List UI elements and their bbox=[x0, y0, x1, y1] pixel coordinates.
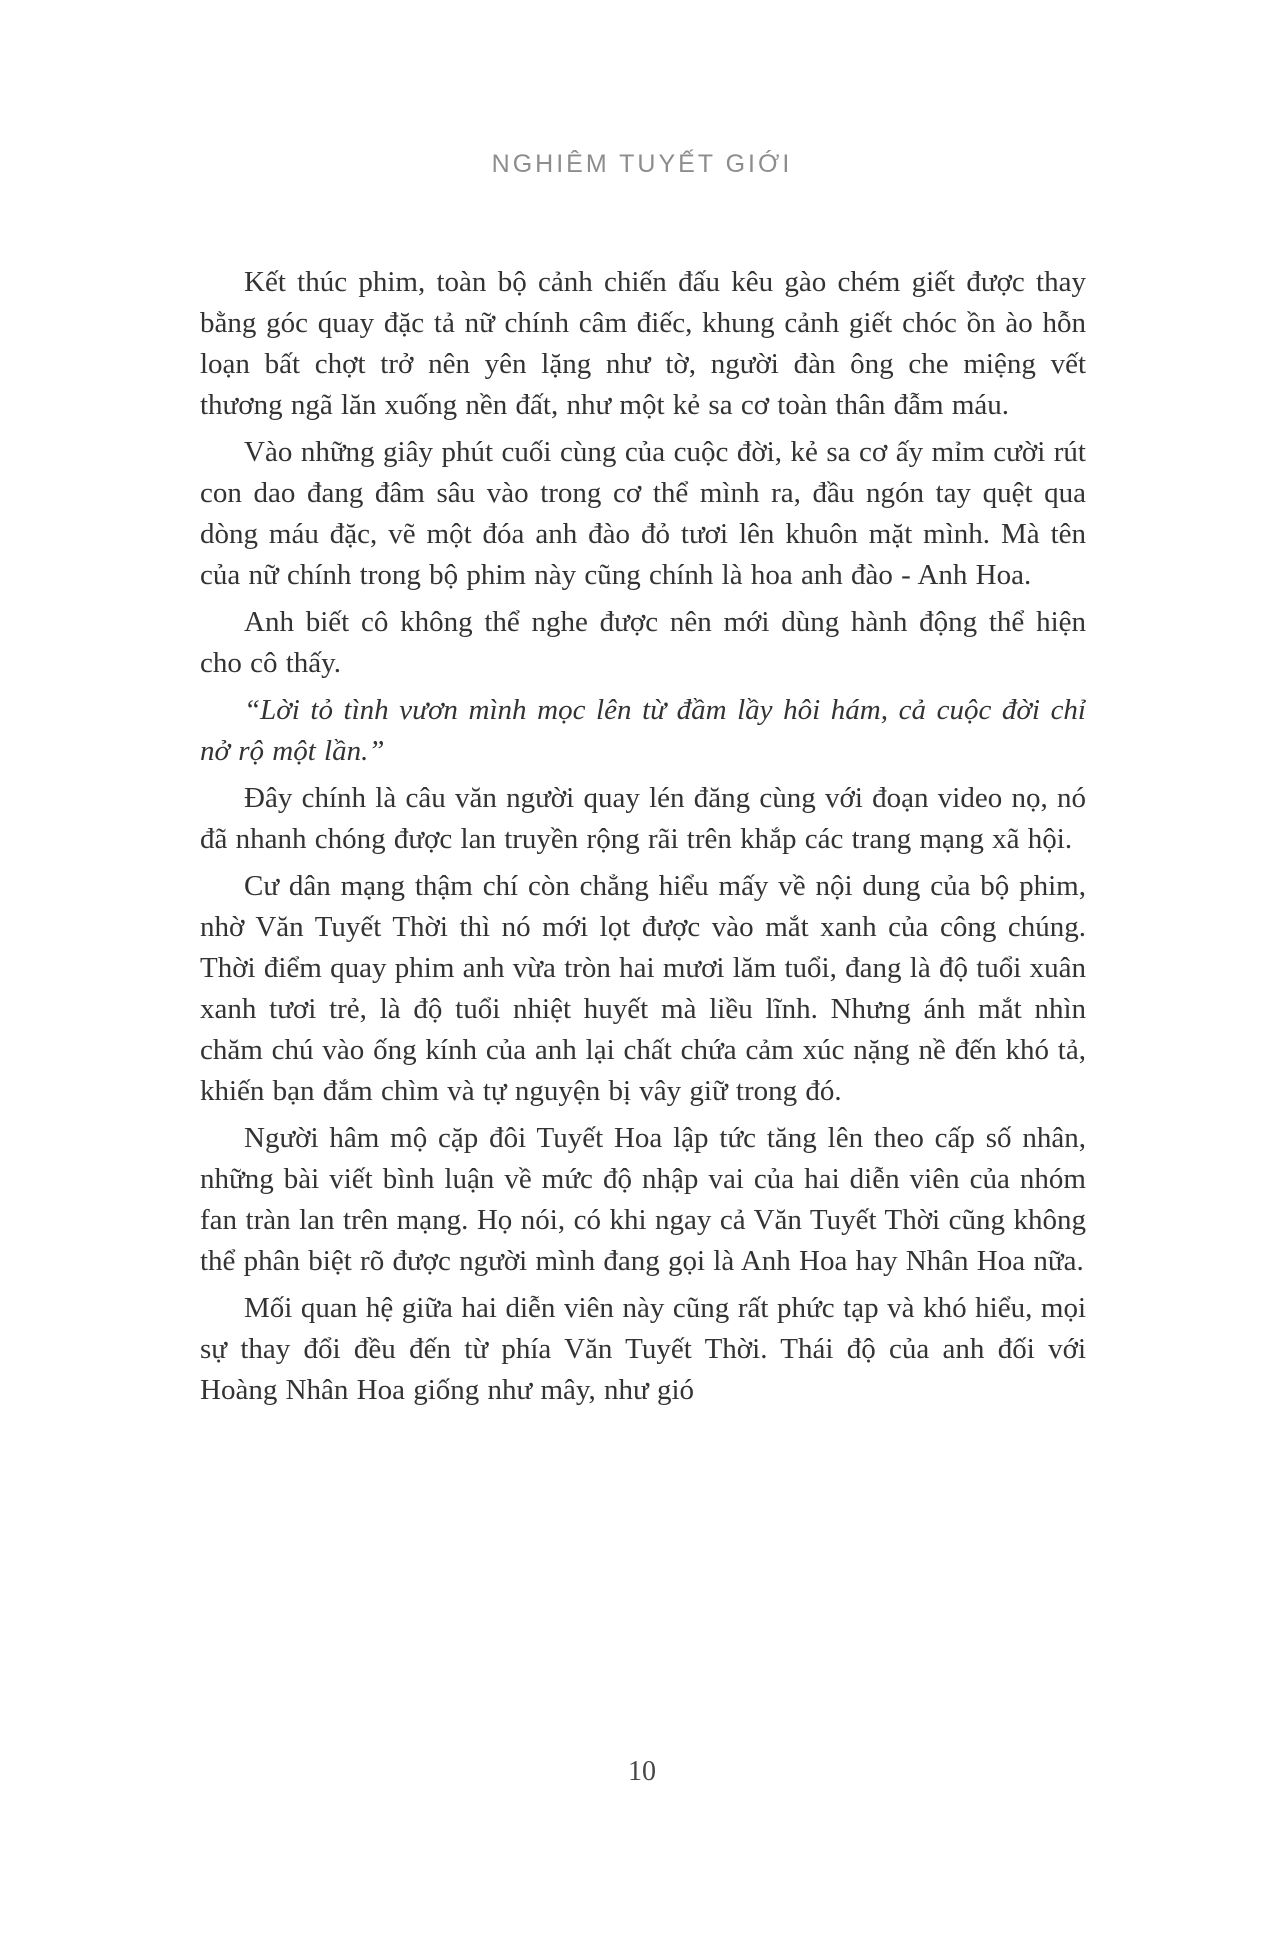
paragraph: Cư dân mạng thậm chí còn chẳng hiểu mấy về nội dung của bộ phim, nhờ Văn Tuyết Thời thì nó mới lọt được vào mắt xanh của công chúng. Thời điểm quay phim anh vừa tròn hai mươi lăm tuổi, đang là độ tuổi xuân xanh tươi trẻ, là độ tuổi nhiệt huyết mà liều lĩnh. Nhưng ánh mắt nhìn chăm chú vào ống kính của anh lại chất chứa cảm xúc nặng nề đến khó tả, khiến bạn đắm chìm và tự nguyện bị vây giữ trong đó. bbox=[200, 870, 1086, 1107]
paragraph: Đây chính là câu văn người quay lén đăng cùng với đoạn video nọ, nó đã nhanh chóng được lan truyền rộng rãi trên khắp các trang mạng xã hội. bbox=[200, 782, 1086, 855]
paragraph: Anh biết cô không thể nghe được nên mới dùng hành động thể hiện cho cô thấy. bbox=[200, 606, 1086, 679]
paragraph: Kết thúc phim, toàn bộ cảnh chiến đấu kêu gào chém giết được thay bằng góc quay đặc tả nữ chính câm điếc, khung cảnh giết chóc ồn ào hỗn loạn bất chợt trở nên yên lặng như tờ, người đàn ông che miệng vết thương ngã lăn xuống nền đất, như một kẻ sa cơ toàn thân đẫm máu. bbox=[200, 266, 1086, 421]
paragraph-quote: “Lời tỏ tình vươn mình mọc lên từ đầm lầy hôi hám, cả cuộc đời chỉ nở rộ một lần.” bbox=[200, 694, 1086, 767]
paragraph: Mối quan hệ giữa hai diễn viên này cũng rất phức tạp và khó hiểu, mọi sự thay đổi đều đến từ phía Văn Tuyết Thời. Thái độ của anh đối với Hoàng Nhân Hoa giống như mây, như gió bbox=[200, 1292, 1086, 1406]
paragraph: Người hâm mộ cặp đôi Tuyết Hoa lập tức tăng lên theo cấp số nhân, những bài viết bình luận về mức độ nhập vai của hai diễn viên của nhóm fan tràn lan trên mạng. Họ nói, có khi ngay cả Văn Tuyết Thời cũng không thể phân biệt rõ được người mình đang gọi là Anh Hoa hay Nhân Hoa nữa. bbox=[200, 1122, 1086, 1277]
running-head: NGHIÊM TUYẾT GIỚI bbox=[491, 150, 793, 178]
body-text bbox=[200, 262, 1086, 1417]
paragraph: Vào những giây phút cuối cùng của cuộc đời, kẻ sa cơ ấy mỉm cười rút con dao đang đâm sâu vào trong cơ thể mình ra, đầu ngón tay quệt qua dòng máu đặc, vẽ một đóa anh đào đỏ tươi lên khuôn mặt mình. Mà tên của nữ chính trong bộ phim này cũng chính là hoa anh đào - Anh Hoa. bbox=[200, 436, 1086, 591]
page-number: 10 bbox=[628, 1756, 656, 1787]
